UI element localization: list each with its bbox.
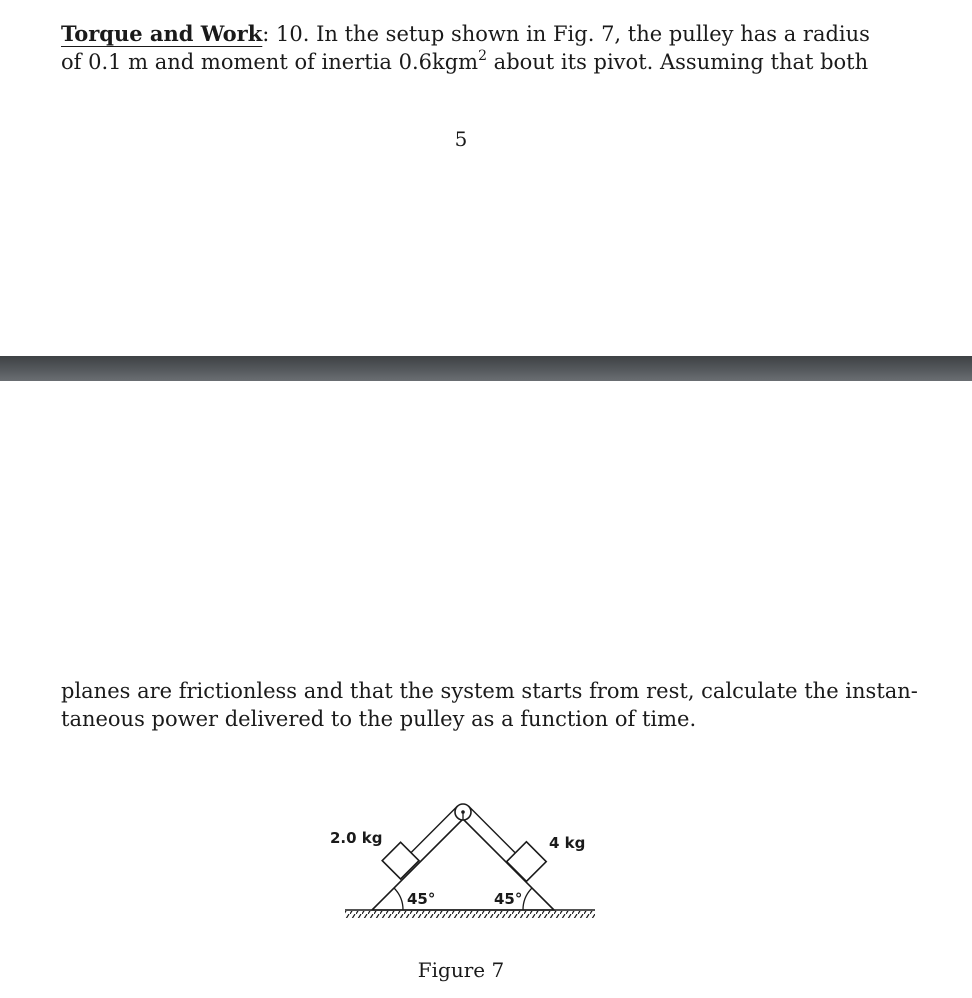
problem-text-1: : 10. In the setup shown in Fig. 7, the pulley has a radius <box>262 22 870 46</box>
mass-left-label: 2.0 kg <box>330 829 383 847</box>
section-heading: Torque and Work <box>61 21 263 46</box>
ground-hatching <box>345 911 595 918</box>
angle-arc-right <box>523 888 532 910</box>
page-6 <box>0 381 972 998</box>
problem-text-2a: of 0.1 m and moment of inertia 0.6kgm <box>61 50 479 74</box>
page-number: 5 <box>454 127 468 151</box>
page-separator <box>0 356 972 381</box>
angle-left-label: 45° <box>407 890 436 908</box>
mass-right-label: 4 kg <box>549 834 586 852</box>
angle-arc-left <box>394 888 403 910</box>
page-5 <box>0 0 972 356</box>
exponent: 2 <box>478 48 487 64</box>
problem-text-2b: about its pivot. Assuming that both <box>487 50 869 74</box>
paragraph-line-2 <box>61 48 869 76</box>
problem-paragraph-continued <box>61 677 918 733</box>
block-right <box>507 842 547 882</box>
paragraph-line-4: taneous power delivered to the pulley as a function of time. <box>61 707 697 731</box>
problem-paragraph-start <box>61 20 870 76</box>
figure-7-diagram <box>320 786 610 931</box>
inclined-planes-svg <box>320 786 610 931</box>
string-right <box>469 806 516 853</box>
figure-caption: Figure 7 <box>417 958 505 982</box>
block-left <box>382 842 419 879</box>
paragraph-line-3: planes are frictionless and that the system starts from rest, calculate the instan- <box>61 679 918 703</box>
angle-right-label: 45° <box>494 890 523 908</box>
paragraph-line-1 <box>61 20 870 48</box>
string-left <box>411 806 457 852</box>
